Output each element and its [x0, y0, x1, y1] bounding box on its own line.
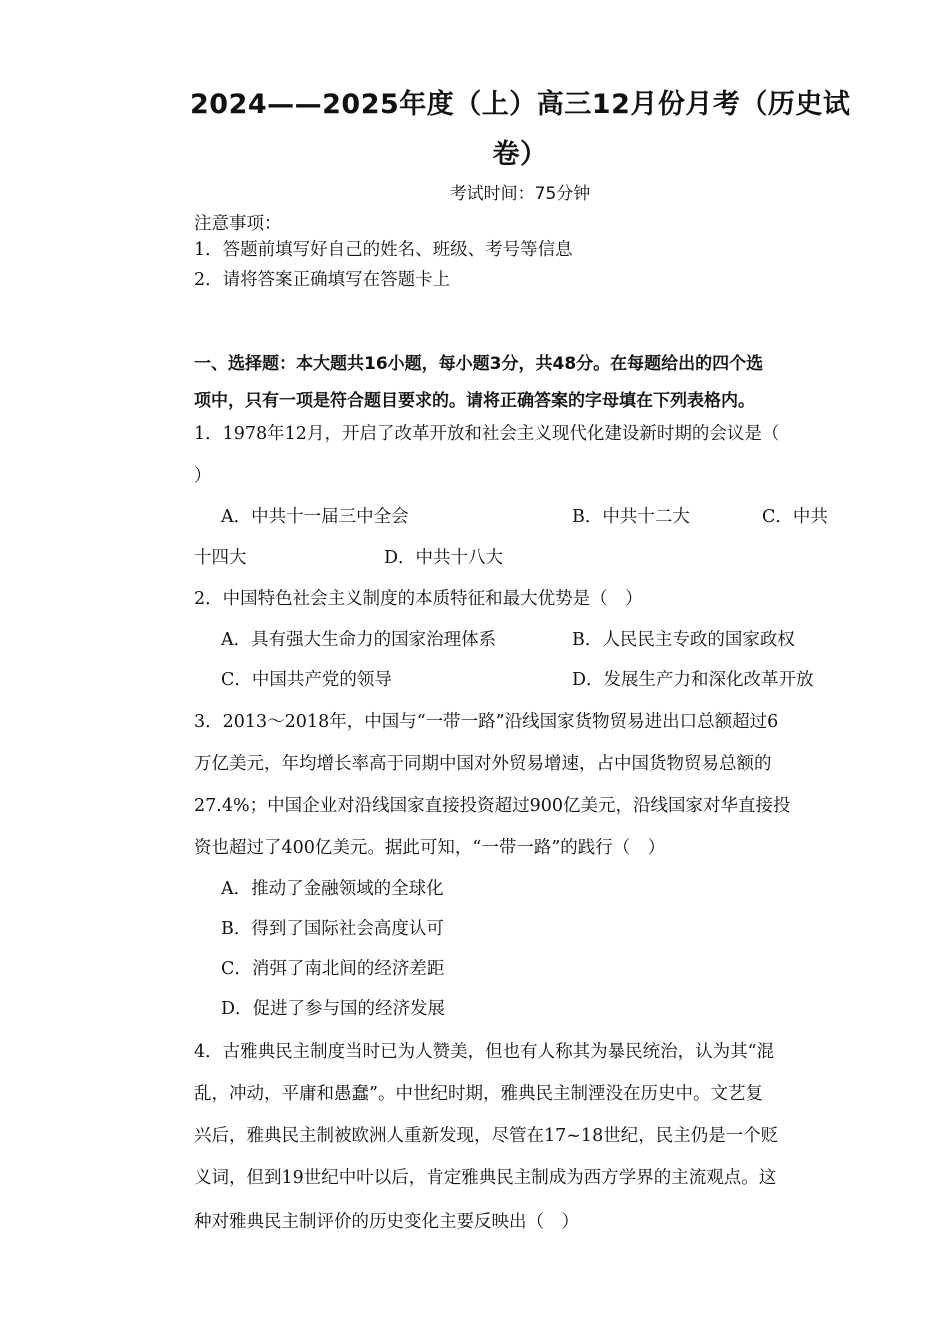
q1-stem-line2: ） [194, 466, 212, 486]
q1-option-d: D．中共十八大 [384, 548, 504, 568]
q1-option-a: A．中共十一届三中全会 [221, 507, 409, 527]
section1-instructions-line2: 项中，只有一项是符合题目要求的。请将正确答案的字母填在下列表格内。 [194, 391, 755, 411]
q3-stem-line2: 万亿美元，年均增长率高于同期中国对外贸易增速，占中国货物贸易总额的 [194, 754, 772, 774]
exam-time: 考试时间：75分钟 [449, 184, 591, 204]
q3-option-b: B．得到了国际社会高度认可 [221, 919, 444, 939]
q1-option-b: B．中共十二大 [572, 507, 690, 527]
q1-stem-line1: 1．1978年12月，开启了改革开放和社会主义现代化建设新时期的会议是（ [194, 424, 780, 444]
q3-stem-line4: 资也超过了400亿美元。据此可知，“一带一路”的践行（ ） [194, 838, 666, 858]
q4-stem-line2: 乱，冲动，平庸和愚蠢”。中世纪时期，雅典民主制湮没在历史中。文艺复 [194, 1084, 763, 1104]
note-item-1: 1．答题前填写好自己的姓名、班级、考号等信息 [194, 240, 573, 260]
exam-title-line2: 卷） [492, 139, 548, 170]
q3-stem-line1: 3．2013～2018年，中国与“一带一路”沿线国家货物贸易进出口总额超过6 [194, 712, 779, 732]
q1-option-c-cont: 十四大 [194, 548, 247, 568]
exam-title-line1: 2024——2025年度（上）高三12月份月考（历史试 [190, 89, 851, 120]
q1-option-c: C．中共 [762, 507, 828, 527]
q2-option-d: D．发展生产力和深化改革开放 [572, 670, 814, 690]
q2-stem: 2．中国特色社会主义制度的本质特征和最大优势是（ ） [194, 589, 643, 609]
q2-option-c: C．中国共产党的领导 [221, 670, 392, 690]
q4-stem-line4: 义词，但到19世纪中叶以后，肯定雅典民主制成为西方学界的主流观点。这 [194, 1168, 777, 1188]
q3-option-a: A．推动了金融领域的全球化 [221, 879, 444, 899]
section1-instructions-line1: 一、选择题：本大题共16小题，每小题3分，共48分。在每题给出的四个选 [194, 354, 764, 374]
q4-stem-line3: 兴后，雅典民主制被欧洲人重新发现，尽管在17~18世纪，民主仍是一个贬 [194, 1126, 779, 1146]
q4-stem-line5: 种对雅典民主制评价的历史变化主要反映出（ ） [194, 1212, 579, 1232]
q2-option-a: A．具有强大生命力的国家治理体系 [221, 630, 497, 650]
q3-option-c: C．消弭了南北间的经济差距 [221, 959, 445, 979]
notes-label: 注意事项： [194, 214, 282, 234]
q4-stem-line1: 4．古雅典民主制度当时已为人赞美，但也有人称其为暴民统治，认为其“混 [194, 1042, 775, 1062]
note-item-2: 2．请将答案正确填写在答题卡上 [194, 270, 451, 290]
q2-option-b: B．人民民主专政的国家政权 [572, 630, 795, 650]
q3-stem-line3: 27.4%；中国企业对沿线国家直接投资超过900亿美元，沿线国家对华直接投 [194, 796, 791, 816]
q3-option-d: D．促进了参与国的经济发展 [221, 999, 446, 1019]
